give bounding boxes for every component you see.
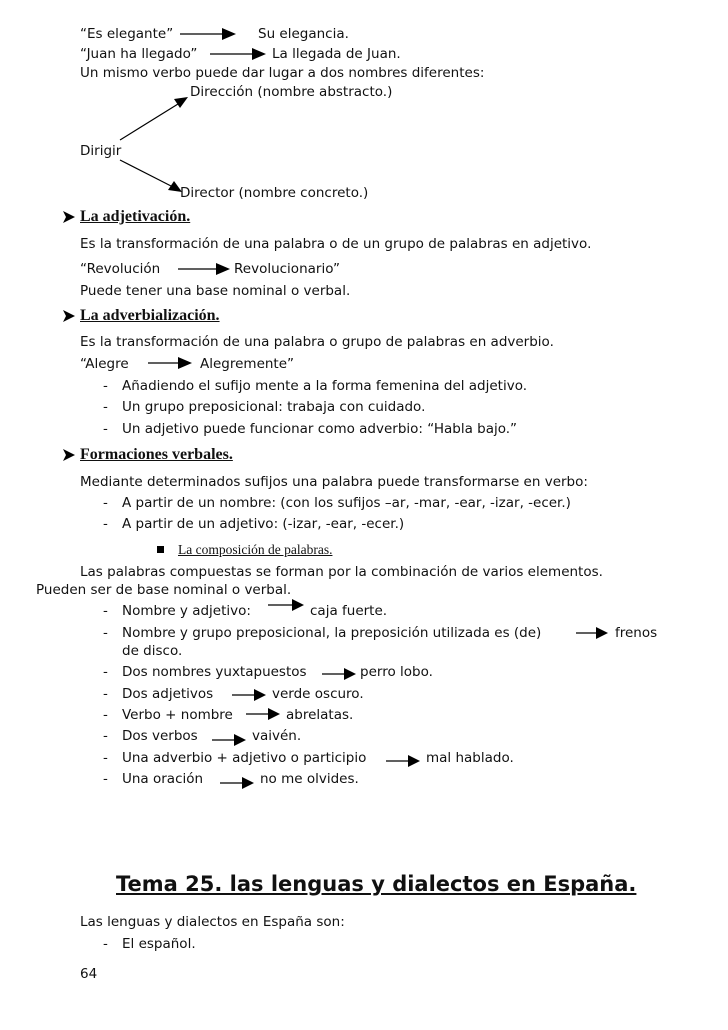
list-item: El español. — [122, 936, 196, 952]
chevron-bullet-icon — [62, 210, 76, 224]
paragraph: Un mismo verbo puede dar lugar a dos nombres diferentes: — [80, 65, 485, 81]
paragraph: Es la transformación de una palabra o grupo de palabras en adverbio. — [80, 334, 554, 350]
list-dash: - — [103, 936, 108, 952]
example-line: “Alegre — [80, 356, 129, 372]
list-item: mal hablado. — [426, 750, 514, 766]
list-dash: - — [103, 686, 108, 702]
example-line: Su elegancia. — [258, 26, 349, 42]
list-item: Nombre y grupo preposicional, la preposición utilizada es (de) — [122, 625, 542, 641]
example-line: “Revolución — [80, 261, 161, 277]
right-arrow-icon — [180, 27, 236, 41]
paragraph: Las palabras compuestas se forman por la combinación de varios elementos. — [80, 564, 603, 580]
example-line: Revolucionario” — [234, 261, 340, 277]
right-arrow-icon — [322, 667, 356, 681]
list-dash: - — [103, 707, 108, 723]
paragraph: Es la transformación de una palabra o de un grupo de palabras en adjetivo. — [80, 236, 592, 252]
list-item: A partir de un adjetivo: (-izar, -ear, -ecer.) — [122, 516, 405, 532]
list-item: Una adverbio + adjetivo o participio — [122, 750, 367, 766]
list-item: verde oscuro. — [272, 686, 364, 702]
diagonal-arrow-up-icon — [118, 94, 190, 144]
diagonal-arrow-down-icon — [118, 158, 184, 194]
list-item: vaivén. — [252, 728, 302, 744]
list-dash: - — [103, 378, 108, 394]
example-line: “Es elegante” — [80, 26, 174, 42]
list-item: Una oración — [122, 771, 204, 787]
chapter-title: Tema 25. las lenguas y dialectos en España. — [116, 872, 637, 896]
section-heading: La adjetivación. — [80, 208, 191, 225]
paragraph: Las lenguas y dialectos en España son: — [80, 914, 345, 930]
right-arrow-icon — [212, 733, 246, 747]
list-dash: - — [103, 625, 108, 641]
example-line: Alegremente” — [200, 356, 295, 372]
list-dash: - — [103, 495, 108, 511]
list-item: de disco. — [122, 643, 183, 659]
list-item: Un grupo preposicional: trabaja con cuidado. — [122, 399, 426, 415]
list-dash: - — [103, 750, 108, 766]
list-item: perro lobo. — [360, 664, 433, 680]
list-dash: - — [103, 771, 108, 787]
example-line: Dirección (nombre abstracto.) — [190, 84, 393, 100]
list-item: Dos nombres yuxtapuestos — [122, 664, 307, 680]
right-arrow-icon — [268, 598, 304, 612]
list-item: Verbo + nombre — [122, 707, 233, 723]
list-item: frenos — [615, 625, 658, 641]
list-dash: - — [103, 421, 108, 437]
chevron-bullet-icon — [62, 448, 76, 462]
list-item: no me olvides. — [260, 771, 359, 787]
list-dash: - — [103, 664, 108, 680]
right-arrow-icon — [232, 688, 266, 702]
section-heading: La adverbialización. — [80, 307, 220, 324]
example-line: La llegada de Juan. — [272, 46, 401, 62]
chevron-bullet-icon — [62, 309, 76, 323]
list-dash: - — [103, 728, 108, 744]
list-item: Añadiendo el sufijo mente a la forma femenina del adjetivo. — [122, 378, 528, 394]
page-number: 64 — [80, 966, 98, 982]
right-arrow-icon — [386, 754, 420, 768]
section-heading: Formaciones verbales. — [80, 446, 233, 463]
right-arrow-icon — [210, 47, 266, 61]
list-item: A partir de un nombre: (con los sufijos –ar, -mar, -ear, -izar, -ecer.) — [122, 495, 571, 511]
example-line: Dirigir — [80, 143, 122, 159]
paragraph: Puede tener una base nominal o verbal. — [80, 283, 351, 299]
subsection-heading: La composición de palabras. — [178, 542, 333, 557]
paragraph: Mediante determinados sufijos una palabra puede transformarse en verbo: — [80, 474, 588, 490]
list-item: Un adjetivo puede funcionar como adverbio: “Habla bajo.” — [122, 421, 518, 437]
right-arrow-icon — [246, 707, 280, 721]
list-dash: - — [103, 516, 108, 532]
list-item: Dos adjetivos — [122, 686, 214, 702]
list-dash: - — [103, 603, 108, 619]
list-item: caja fuerte. — [310, 603, 388, 619]
right-arrow-icon — [178, 262, 230, 276]
right-arrow-icon — [576, 626, 608, 640]
list-item: Nombre y adjetivo: — [122, 603, 251, 619]
example-line: Director (nombre concreto.) — [180, 185, 369, 201]
list-item: abrelatas. — [286, 707, 354, 723]
right-arrow-icon — [148, 356, 192, 370]
square-bullet-icon — [157, 546, 164, 553]
example-line: “Juan ha llegado” — [80, 46, 198, 62]
list-item: Dos verbos — [122, 728, 198, 744]
paragraph: Pueden ser de base nominal o verbal. — [36, 582, 292, 598]
right-arrow-icon — [220, 776, 254, 790]
list-dash: - — [103, 399, 108, 415]
